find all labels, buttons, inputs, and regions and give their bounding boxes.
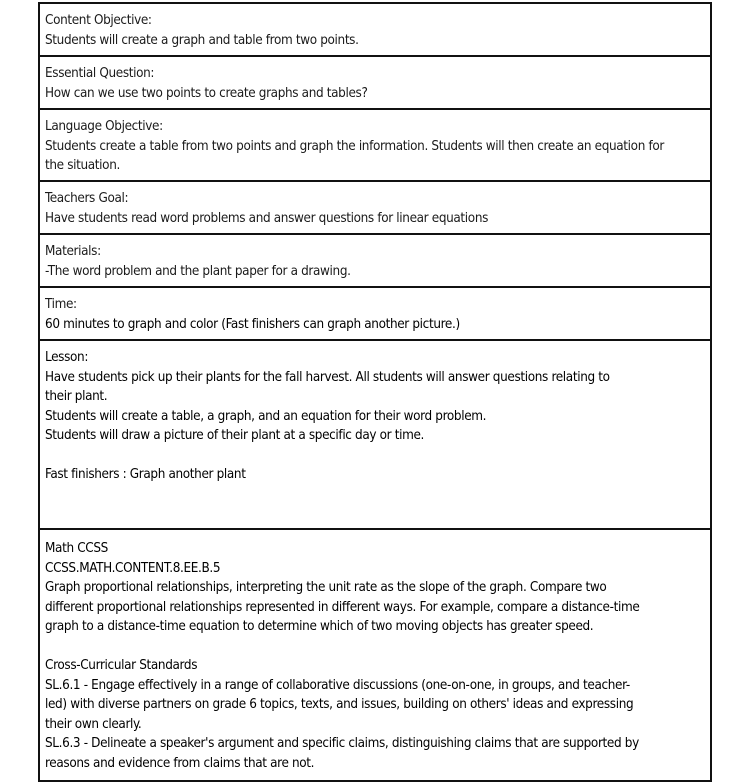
language-objective-row (40, 110, 710, 182)
sl-6-1-line-1: SL.6.1 - Engage effectively in a range of collaborative discussions (one-on-one, in groups, and teacher- (45, 677, 630, 693)
language-objective-line-2: the situation. (45, 158, 120, 173)
sl-6-1-line-3: their own clearly. (45, 716, 142, 732)
lesson-spacer (45, 446, 705, 466)
math-ccss-line-1: Graph proportional relationships, interpreting the unit rate as the slope of the graph. Compare two (45, 580, 607, 595)
math-ccss-line-2: different proportional relationships represented in different ways. For example, compare a distance-time (45, 599, 640, 615)
essential-question-row (40, 57, 710, 110)
essential-question-text: How can we use two points to create graphs and tables? (45, 85, 368, 101)
lesson-row (40, 341, 710, 530)
teachers-goal-text: Have students read word problems and answer questions for linear equations (45, 210, 489, 226)
materials-text: -The word problem and the plant paper for a drawing. (45, 263, 351, 279)
language-objective-label: Language Objective: (45, 119, 163, 134)
teachers-goal-row (40, 182, 710, 235)
standards-row (40, 530, 710, 780)
lesson-line-2: their plant. (45, 389, 108, 404)
materials-row (40, 235, 710, 288)
time-row (40, 288, 710, 341)
lesson-label: Lesson: (45, 350, 89, 365)
lesson-fast-finishers: Fast finishers : Graph another plant (45, 467, 246, 482)
math-ccss-label: Math CCSS (45, 541, 108, 556)
time-text: 60 minutes to graph and color (Fast finishers can graph another picture.) (45, 316, 460, 332)
cross-curricular-label: Cross-Curricular Standards (45, 658, 198, 673)
math-ccss-code: CCSS.MATH.CONTENT.8.EE.B.5 (45, 560, 221, 576)
math-ccss-line-3: graph to a distance-time equation to determine which of two moving objects has greater speed. (45, 619, 594, 634)
lesson-plan-table (38, 2, 712, 782)
sl-6-3-line-1: SL.6.3 - Delineate a speaker's argument and specific claims, distinguishing claims that are supported by (45, 736, 639, 751)
content-objective-row (40, 4, 710, 57)
language-objective-line-1: Students create a table from two points and graph the information. Students will then create an equation for (45, 138, 664, 154)
sl-6-3-line-2: reasons and evidence from claims that are not. (45, 755, 315, 771)
content-objective-text: Students will create a graph and table from two points. (45, 32, 359, 48)
teachers-goal-label: Teachers Goal: (45, 191, 129, 206)
lesson-line-1: Have students pick up their plants for the fall harvest. All students will answer questions relating to (45, 369, 610, 385)
content-objective-label: Content Objective: (45, 13, 152, 28)
standards-spacer (45, 637, 705, 657)
essential-question-label: Essential Question: (45, 66, 155, 81)
sl-6-1-line-2: led) with diverse partners on grade 6 topics, texts, and issues, building on others' ideas and expressing (45, 697, 634, 712)
lesson-line-4: Students will draw a picture of their plant at a specific day or time. (45, 428, 425, 443)
time-label: Time: (45, 297, 77, 312)
lesson-line-3: Students will create a table, a graph, and an equation for their word problem. (45, 408, 487, 424)
materials-label: Materials: (45, 244, 101, 259)
